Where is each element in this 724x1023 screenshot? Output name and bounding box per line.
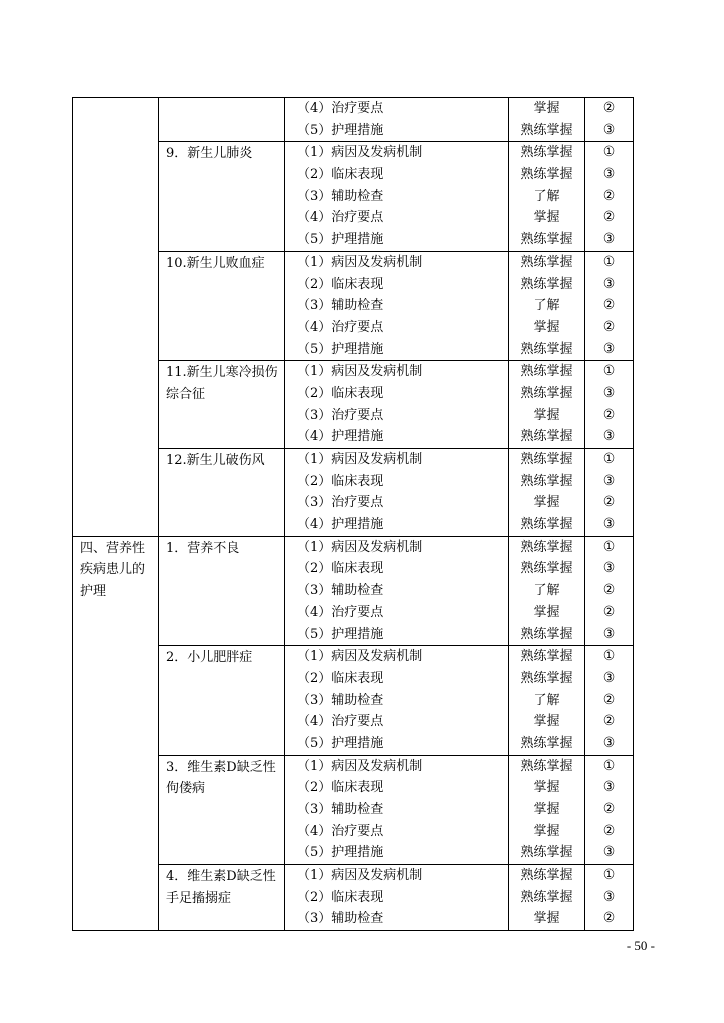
mastery-level: 熟练掌握 [520, 385, 573, 401]
section-title [73, 98, 158, 99]
mark-cell [585, 536, 634, 645]
content-item: （4）治疗要点 [297, 210, 384, 226]
mastery-level: 熟练掌握 [520, 649, 573, 665]
topic-title: 10.新生儿败血症 [166, 255, 265, 271]
content-item: （3）治疗要点 [297, 495, 384, 511]
section-title: 四、营养性疾病患儿的护理 [80, 540, 146, 600]
importance-mark: ① [602, 144, 616, 161]
level-cell [509, 142, 585, 251]
mastery-level: 熟练掌握 [520, 868, 573, 884]
content-item: （1）病因及发病机制 [297, 758, 423, 774]
mastery-level: 熟练掌握 [520, 122, 573, 138]
topic-title [159, 98, 284, 99]
mastery-level: 掌握 [533, 319, 560, 335]
importance-mark: ③ [602, 275, 616, 292]
mastery-level: 熟练掌握 [520, 517, 573, 533]
importance-mark: ① [602, 538, 616, 555]
topic-cell [159, 142, 285, 251]
item-cell [285, 361, 509, 449]
importance-mark: ③ [602, 625, 616, 642]
topic-title: 4．维生素D缺乏性手足搐搦症 [166, 869, 276, 906]
topic-title: 12.新生儿破伤风 [166, 453, 265, 468]
item-cell [285, 646, 509, 755]
importance-mark: ③ [602, 779, 616, 796]
item-cell [285, 251, 509, 360]
content-item: （1）病因及发病机制 [297, 539, 423, 555]
content-item: （3）辅助检查 [297, 188, 384, 204]
mastery-level: 熟练掌握 [520, 276, 573, 292]
content-item: （3）辅助检查 [297, 583, 384, 599]
mastery-level: 熟练掌握 [520, 539, 573, 555]
importance-mark: ③ [602, 231, 616, 248]
mastery-level: 熟练掌握 [520, 429, 573, 445]
importance-mark: ② [602, 691, 616, 708]
content-item: （5）护理措施 [297, 122, 384, 138]
content-item: （2）临床表现 [297, 473, 384, 489]
content-item: （2）临床表现 [297, 889, 384, 905]
mastery-level: 掌握 [533, 802, 560, 817]
importance-mark: ③ [602, 384, 616, 401]
mastery-level: 了解 [533, 692, 560, 708]
topic-cell [159, 98, 285, 142]
importance-mark: ② [602, 494, 616, 511]
importance-mark: ③ [602, 669, 616, 686]
mastery-level: 了解 [533, 298, 560, 314]
item-cell [285, 865, 509, 931]
mastery-level: 熟练掌握 [520, 452, 573, 467]
mastery-level: 熟练掌握 [520, 845, 573, 861]
level-cell [509, 865, 585, 931]
topic-cell [159, 251, 285, 360]
content-item: （2）临床表现 [297, 561, 384, 577]
level-cell [509, 449, 585, 537]
content-item: （3）辅助检查 [297, 298, 384, 314]
mastery-level: 掌握 [533, 407, 560, 423]
importance-mark: ② [602, 297, 616, 314]
item-cell [285, 755, 509, 864]
mastery-level: 熟练掌握 [520, 232, 573, 248]
mastery-level: 掌握 [533, 911, 560, 927]
content-item: （1）病因及发病机制 [297, 452, 423, 467]
importance-mark: ③ [602, 428, 616, 445]
importance-mark: ② [602, 801, 616, 817]
content-item: （3）辅助检查 [297, 911, 384, 927]
content-item: （5）护理措施 [297, 232, 384, 248]
mark-cell [585, 865, 634, 931]
syllabus-table [72, 97, 634, 931]
importance-mark: ③ [602, 888, 616, 905]
mastery-level: 熟练掌握 [520, 167, 573, 183]
mark-cell [585, 361, 634, 449]
mastery-level: 掌握 [533, 823, 560, 839]
mastery-level: 掌握 [533, 604, 560, 620]
importance-mark: ① [602, 867, 616, 884]
level-cell [509, 361, 585, 449]
item-cell [285, 142, 509, 251]
item-cell [285, 98, 509, 142]
item-cell [285, 449, 509, 537]
content-item: （5）护理措施 [297, 626, 384, 642]
content-item: （4）治疗要点 [297, 823, 384, 839]
topic-title: 11.新生儿寒冷损伤综合征 [166, 365, 278, 402]
mastery-level: 熟练掌握 [520, 735, 573, 751]
mastery-level: 掌握 [533, 101, 560, 116]
content-item: （1）病因及发病机制 [297, 649, 423, 665]
content-item: （1）病因及发病机制 [297, 364, 423, 380]
content-item: （3）治疗要点 [297, 407, 384, 423]
importance-mark: ② [602, 713, 616, 730]
topic-row [73, 536, 634, 645]
mastery-level: 熟练掌握 [520, 145, 573, 161]
content-item: （4）护理措施 [297, 429, 384, 445]
topic-cell [159, 865, 285, 931]
importance-mark: ② [602, 822, 616, 839]
mastery-level: 熟练掌握 [520, 364, 573, 380]
content-item: （3）辅助检查 [297, 692, 384, 708]
content-item: （4）治疗要点 [297, 604, 384, 620]
content-item: （1）病因及发病机制 [297, 254, 423, 270]
importance-mark: ③ [602, 516, 616, 533]
content-item: （4）治疗要点 [297, 319, 384, 335]
content-item: （2）临床表现 [297, 670, 384, 686]
mastery-level: 熟练掌握 [520, 254, 573, 270]
item-cell [285, 536, 509, 645]
topic-cell [159, 536, 285, 645]
topic-title: 9．新生儿肺炎 [166, 146, 253, 162]
importance-mark: ② [602, 209, 616, 226]
content-item: （1）病因及发病机制 [297, 868, 423, 884]
mastery-level: 了解 [533, 188, 560, 204]
content-item: （2）临床表现 [297, 780, 384, 796]
mastery-level: 掌握 [533, 495, 560, 511]
content-item: （2）临床表现 [297, 276, 384, 292]
level-cell [509, 98, 585, 142]
importance-mark: ② [602, 187, 616, 204]
importance-mark: ② [602, 318, 616, 335]
importance-mark: ① [602, 757, 616, 774]
importance-mark: ③ [602, 560, 616, 577]
level-cell [509, 251, 585, 360]
importance-mark: ① [602, 648, 616, 665]
importance-mark: ① [602, 363, 616, 380]
content-item: （2）临床表现 [297, 385, 384, 401]
importance-mark: ② [602, 582, 616, 599]
mastery-level: 熟练掌握 [520, 626, 573, 642]
importance-mark: ③ [602, 166, 616, 183]
mark-cell [585, 449, 634, 537]
importance-mark: ③ [602, 844, 616, 861]
importance-mark: ② [602, 406, 616, 423]
mastery-level: 掌握 [533, 780, 560, 796]
mastery-level: 熟练掌握 [520, 341, 573, 357]
mastery-level: 了解 [533, 583, 560, 599]
level-cell [509, 646, 585, 755]
content-item: （4）治疗要点 [297, 101, 384, 116]
content-item: （2）临床表现 [297, 167, 384, 183]
content-item: （5）护理措施 [297, 845, 384, 861]
content-item: （4）护理措施 [297, 517, 384, 533]
topic-row [73, 98, 634, 142]
topic-title: 3．维生素D缺乏性佝偻病 [166, 759, 276, 797]
importance-mark: ② [602, 603, 616, 620]
importance-mark: ③ [602, 340, 616, 357]
importance-mark: ① [602, 253, 616, 270]
mark-cell [585, 251, 634, 360]
level-cell [509, 755, 585, 864]
importance-mark: ③ [602, 472, 616, 489]
topic-cell [159, 755, 285, 864]
page-number: - 50 - [626, 938, 655, 953]
importance-mark: ② [602, 910, 616, 927]
topic-cell [159, 449, 285, 537]
mark-cell [585, 646, 634, 755]
content-item: （5）护理措施 [297, 341, 384, 357]
section-cell [73, 536, 159, 930]
topic-cell [159, 361, 285, 449]
level-cell [509, 536, 585, 645]
mark-cell [585, 98, 634, 142]
mastery-level: 熟练掌握 [520, 758, 573, 774]
content-item: （1）病因及发病机制 [297, 145, 423, 161]
importance-mark: ③ [602, 734, 616, 751]
section-cell [73, 98, 159, 537]
content-item: （4）治疗要点 [297, 714, 384, 730]
importance-mark: ① [602, 451, 616, 467]
topic-title: 1．营养不良 [166, 540, 240, 556]
content-item: （5）护理措施 [297, 735, 384, 751]
content-item: （3）辅助检查 [297, 802, 384, 817]
mastery-level: 熟练掌握 [520, 561, 573, 577]
mark-cell [585, 142, 634, 251]
importance-mark: ② [602, 100, 616, 116]
mastery-level: 熟练掌握 [520, 473, 573, 489]
mastery-level: 掌握 [533, 714, 560, 730]
topic-cell [159, 646, 285, 755]
mastery-level: 熟练掌握 [520, 889, 573, 905]
importance-mark: ③ [602, 121, 616, 138]
syllabus-table-body [73, 98, 634, 931]
mastery-level: 掌握 [533, 210, 560, 226]
mark-cell [585, 755, 634, 864]
mastery-level: 熟练掌握 [520, 670, 573, 686]
topic-title: 2．小儿肥胖症 [166, 650, 253, 666]
